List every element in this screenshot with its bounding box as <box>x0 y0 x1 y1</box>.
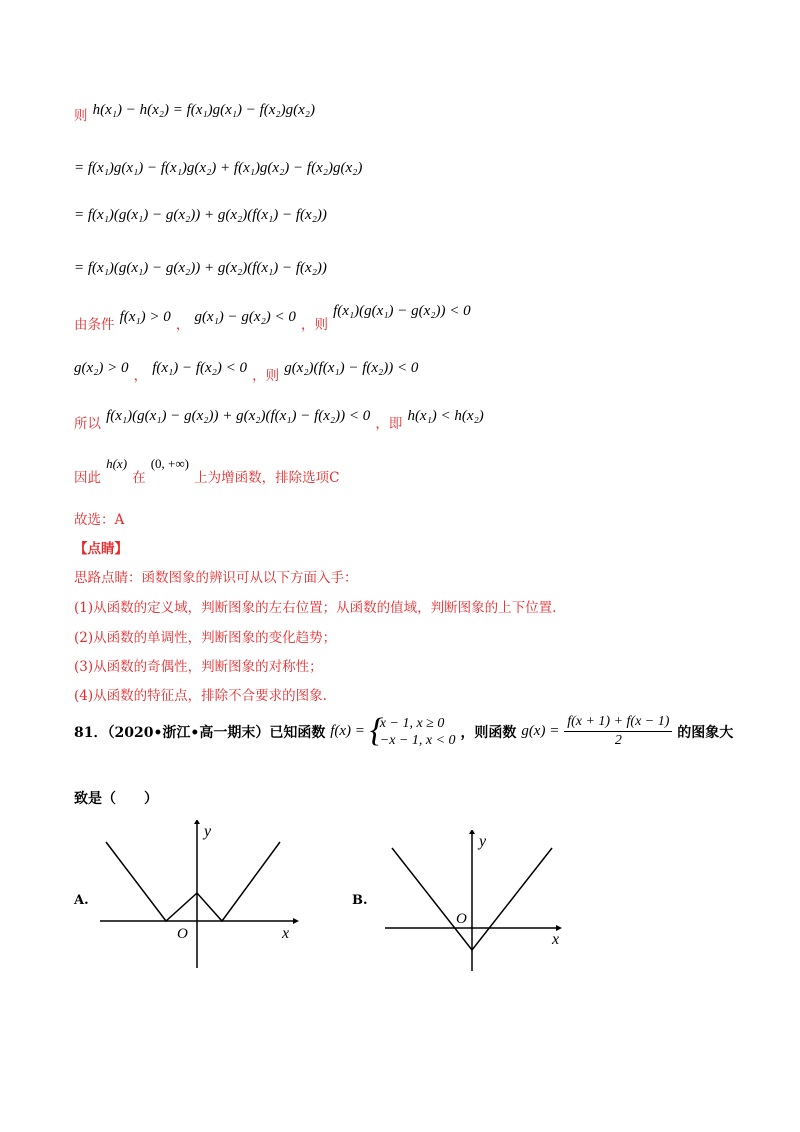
text-zai: 在 <box>132 470 146 486</box>
x-label: x <box>552 931 560 948</box>
question-suffix: 的图象大 <box>677 724 734 741</box>
y-label: y <box>204 823 212 840</box>
answer-line: 故选：A <box>74 512 125 528</box>
separator: ， <box>133 368 148 384</box>
origin-label: O <box>456 911 467 927</box>
option-a-label: A. <box>74 893 89 908</box>
inequality-2: f(x₁) − f(x₂) < 0 <box>152 360 247 376</box>
question-81 <box>74 713 733 750</box>
condition-line-2 <box>74 356 419 384</box>
text-condition: 由条件 <box>74 317 115 333</box>
f-lhs: f(x) = <box>330 723 365 739</box>
text-ze: 则 <box>74 108 88 124</box>
question-mid: ，则函数 <box>460 724 517 741</box>
inequality-3: f(x₁)(g(x₁) − g(x₂)) < 0 <box>333 303 471 319</box>
tip-item-1: (1)从函数的定义域，判断图象的左右位置；从函数的值域，判断图象的上下位置. <box>74 600 557 616</box>
condition-line-1 <box>74 303 471 333</box>
text-increasing: 上为增函数，排除选项C <box>194 470 340 486</box>
tip-intro: 思路点睛：函数图象的辨识可从以下方面入手： <box>74 570 358 586</box>
text-therefore: 所以 <box>74 416 101 432</box>
piecewise-function <box>369 711 456 749</box>
tip-item-4: (4)从函数的特征点，排除不合要求的图象. <box>74 688 327 704</box>
h-of-x: h(x) <box>106 456 128 471</box>
x-arrow-icon <box>293 918 299 924</box>
separator-then: ，则 <box>252 368 280 384</box>
text-hence: 因此 <box>74 470 101 486</box>
derivation-line-1 <box>74 98 315 124</box>
tip-item-3: (3)从函数的奇偶性，判断图象的对称性； <box>74 659 323 675</box>
inequality-1: f(x₁) > 0 <box>119 309 171 325</box>
y-arrow-icon <box>194 820 200 824</box>
inequality-sum: f(x₁)(g(x₁) − g(x₂)) + g(x₂)(f(x₁) − f(x₂)) < 0 <box>106 408 371 424</box>
g-lhs: g(x) = <box>521 723 560 739</box>
derivation-line-4: = f(x₁)(g(x₁) − g(x₂)) + g(x₂)(f(x₁) − f(x₂)) <box>74 260 327 276</box>
derivation-line-2: = f(x₁)g(x₁) − f(x₁)g(x₂) + f(x₁)g(x₂) − f(x₂)g(x₂) <box>74 160 363 176</box>
tip-item-2: (2)从函数的单调性，判断图象的变化趋势； <box>74 630 337 646</box>
inequality-2: g(x₁) − g(x₂) < 0 <box>194 309 296 325</box>
case-1: x − 1, x ≥ 0 <box>379 715 445 731</box>
separator: ， <box>175 317 190 333</box>
interval: (0, +∞) <box>150 456 189 471</box>
case-2: −x − 1, x < 0 <box>379 732 456 748</box>
derivation-line-3: = f(x₁)(g(x₁) − g(x₂)) + g(x₂)(f(x₁) − f(x₂)) <box>74 207 327 223</box>
option-b-label: B. <box>352 893 368 908</box>
fraction-denominator: 2 <box>614 733 622 748</box>
conclusion-line <box>74 404 484 432</box>
inequality-3: g(x₂)(f(x₁) − f(x₂)) < 0 <box>284 360 419 376</box>
x-label: x <box>282 925 290 942</box>
fraction-numerator: f(x + 1) + f(x − 1) <box>564 713 672 732</box>
tip-heading: 【点睛】 <box>74 541 128 557</box>
g-fraction <box>564 713 672 750</box>
inequality-h: h(x₁) < h(x₂) <box>407 408 484 424</box>
graph-curve <box>106 842 280 921</box>
brace-icon: { <box>369 711 384 749</box>
separator-ie: ，即 <box>375 416 403 432</box>
option-a-graph <box>100 820 300 970</box>
y-arrow-icon <box>469 830 475 834</box>
inequality-1: g(x₂) > 0 <box>74 360 129 376</box>
separator-then: ，则 <box>301 317 329 333</box>
increasing-line <box>74 452 340 486</box>
question-prefix: 81．（2020•浙江•高一期末）已知函数 <box>74 724 326 741</box>
equation: h(x₁) − h(x₂) = f(x₁)g(x₁) − f(x₂)g(x₂) <box>92 102 315 118</box>
y-label: y <box>479 833 487 850</box>
origin-label: O <box>177 926 188 942</box>
question-81-line-2: 致是（ ） <box>74 791 158 807</box>
option-b-graph <box>380 830 570 975</box>
